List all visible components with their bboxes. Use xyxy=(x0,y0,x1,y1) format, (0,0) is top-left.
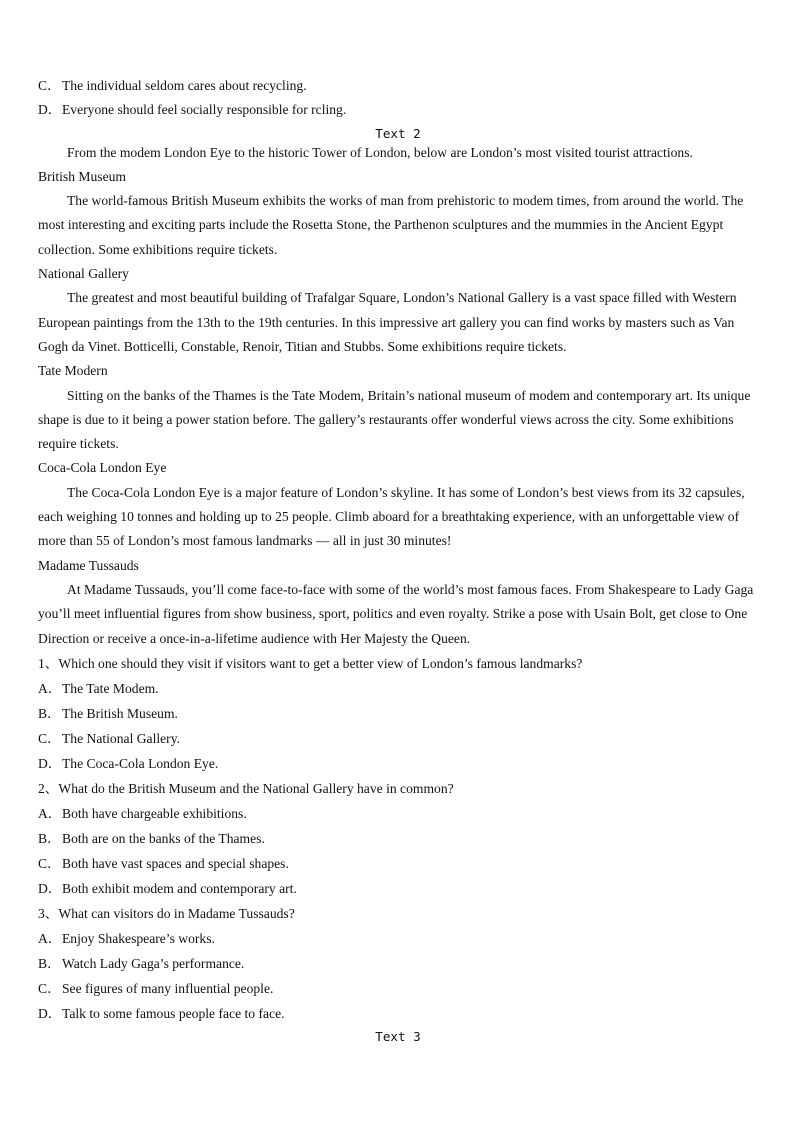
option-a xyxy=(38,676,758,701)
option-letter: C． xyxy=(38,78,61,93)
section-body-british-museum: The world-famous British Museum exhibits the works of man from prehistoric to modem times, from around the world. The most interesting and exciting parts include the Rosetta Stone, the Parthenon sculptures and the mummies in the Ancient Egypt collection. Some exhibitions require tickets. xyxy=(38,193,744,257)
question-2 xyxy=(38,776,758,901)
option-text: Both have chargeable exhibitions. xyxy=(62,805,247,821)
question-stem xyxy=(38,901,758,926)
option-c xyxy=(38,851,758,876)
option-d xyxy=(38,751,758,776)
text2-title: Text 2 xyxy=(375,125,421,141)
section-heading-national-gallery: National Gallery xyxy=(38,266,129,282)
option-letter: D． xyxy=(38,755,62,771)
question-text: What do the British Museum and the National Gallery have in common? xyxy=(58,780,454,796)
option-b xyxy=(38,826,758,851)
option-c xyxy=(38,976,758,1001)
option-text: Enjoy Shakespeare’s works. xyxy=(62,930,215,946)
option-text: See figures of many influential people. xyxy=(62,980,274,996)
section-body-tate-modern: Sitting on the banks of the Thames is the Tate Modem, Britain’s national museum of modem and contemporary art. Its unique shape is due to it being a power station before. The gallery’s restaurants offer wonderful views across the city. Some exhibitions require tickets. xyxy=(38,387,751,452)
section-heading-london-eye: Coca-Cola London Eye xyxy=(38,460,167,476)
question-number: 1、 xyxy=(38,655,59,671)
question-number: 2、 xyxy=(38,780,59,796)
option-c xyxy=(38,726,758,751)
option-letter: C． xyxy=(38,855,61,871)
option-text: The National Gallery. xyxy=(62,730,181,746)
option-b xyxy=(38,951,758,976)
document-page xyxy=(38,74,758,1044)
question-1 xyxy=(38,651,758,776)
option-text: Talk to some famous people face to face. xyxy=(62,1005,285,1021)
option-letter: A． xyxy=(38,680,62,696)
option-text: The Coca-Cola London Eye. xyxy=(62,755,219,771)
option-b xyxy=(38,701,758,726)
question-text: What can visitors do in Madame Tussauds? xyxy=(58,905,295,921)
question-stem xyxy=(38,651,758,676)
option-d xyxy=(38,876,758,901)
option-letter: D． xyxy=(38,1005,62,1021)
option-letter: D． xyxy=(38,102,62,118)
text2-intro: From the modem London Eye to the historic Tower of London, below are London’s most visited tourist attractions. xyxy=(67,144,693,160)
section-body-madame-tussauds: At Madame Tussauds, you’ll come face-to-face with some of the world’s most famous faces. From Shakespeare to Lady Gaga you’ll meet influential figures from show business, sport, politics and even royalty. Strike a pose with Usain Bolt, get close to One Direction or receive a once-in-a-lifetime audience with Her Majesty the Queen. xyxy=(38,581,754,646)
option-text: Watch Lady Gaga’s performance. xyxy=(62,955,245,971)
section-heading-british-museum: British Museum xyxy=(38,168,126,184)
section-heading-madame-tussauds: Madame Tussauds xyxy=(38,557,139,573)
option-text: Both are on the banks of the Thames. xyxy=(62,830,265,846)
option-letter: A． xyxy=(38,805,62,821)
section-body-london-eye: The Coca-Cola London Eye is a major feature of London’s skyline. It has some of London’s best views from its 32 capsules, each weighing 10 tonnes and holding up to 25 people. Climb aboard for a breathtaking experience, with an unforgettable view of more than 55 of London’s most famous landmarks — all in just 30 minutes! xyxy=(38,484,745,549)
option-letter: C． xyxy=(38,980,61,996)
prev-option-d xyxy=(38,98,758,122)
option-text: The individual seldom cares about recycling. xyxy=(62,78,307,93)
option-letter: B． xyxy=(38,955,61,971)
option-text: Everyone should feel socially responsible for rcling. xyxy=(62,102,347,118)
question-number: 3、 xyxy=(38,905,59,921)
question-stem xyxy=(38,776,758,801)
text3-title: Text 3 xyxy=(375,1028,421,1044)
option-letter: B． xyxy=(38,705,61,721)
question-3 xyxy=(38,901,758,1026)
option-text: Both exhibit modem and contemporary art. xyxy=(62,880,297,896)
option-text: The British Museum. xyxy=(62,705,178,721)
option-a xyxy=(38,801,758,826)
option-letter: B． xyxy=(38,830,61,846)
option-text: The Tate Modem. xyxy=(62,680,159,696)
section-body-national-gallery: The greatest and most beautiful building of Trafalgar Square, London’s National Gallery is a vast space filled with Western European paintings from the 13th to the 19th centuries. In this impressive art gallery you can find works by masters such as Van Gogh da Vinet. Botticelli, Constable, Renoir, Titian and Stubbs. Some exhibitions require tickets. xyxy=(38,290,737,354)
prev-option-c xyxy=(38,74,758,98)
option-letter: A． xyxy=(38,930,62,946)
section-heading-tate-modern: Tate Modern xyxy=(38,363,108,379)
option-d xyxy=(38,1001,758,1026)
option-text: Both have vast spaces and special shapes. xyxy=(62,855,289,871)
option-letter: D． xyxy=(38,880,62,896)
option-letter: C． xyxy=(38,730,61,746)
option-a xyxy=(38,926,758,951)
question-text: Which one should they visit if visitors want to get a better view of London’s famous landmarks? xyxy=(58,655,583,671)
